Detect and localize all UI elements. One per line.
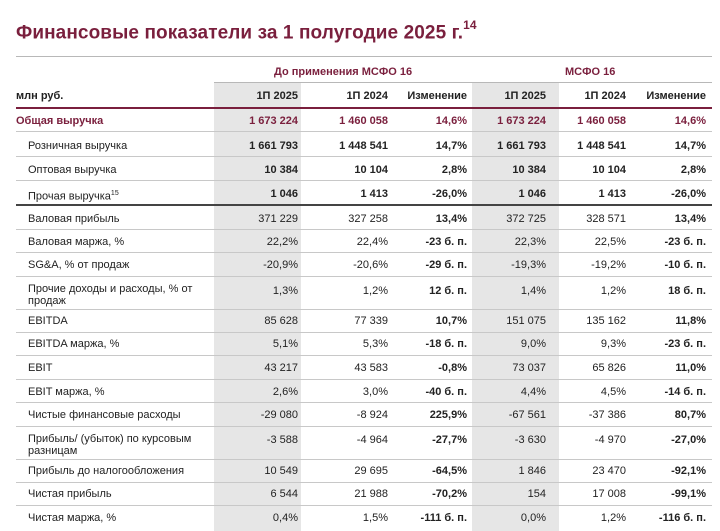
cell: -4 964 bbox=[356, 434, 388, 446]
row-label: Прибыль/ (убыток) по курсовым разницам bbox=[28, 433, 192, 457]
cell: 14,6% bbox=[674, 115, 706, 127]
cell: 371 229 bbox=[258, 213, 298, 225]
row-label: Чистые финансовые расходы bbox=[28, 409, 181, 421]
col-header: Изменение bbox=[646, 90, 706, 102]
cell: -19,3% bbox=[511, 259, 546, 271]
cell: -4 970 bbox=[594, 434, 626, 446]
row-divider bbox=[16, 459, 712, 460]
cell: 1 460 058 bbox=[339, 115, 388, 127]
cell: 372 725 bbox=[506, 213, 546, 225]
cell: 10,7% bbox=[435, 315, 467, 327]
cell: -23 б. п. bbox=[664, 338, 706, 350]
row-label: Чистая прибыль bbox=[28, 488, 112, 500]
cell: 1,5% bbox=[362, 512, 388, 524]
row-divider bbox=[16, 229, 712, 230]
cell: 154 bbox=[527, 488, 546, 500]
cell: -0,8% bbox=[438, 362, 467, 374]
cell: 1 413 bbox=[360, 188, 388, 200]
row-label: Прибыль до налогообложения bbox=[28, 465, 185, 477]
page-title: Финансовые показатели за 1 полугодие 2025 г.$^{14}$ bbox=[16, 18, 477, 44]
row-divider bbox=[16, 180, 712, 181]
cell: 1 661 793 bbox=[249, 140, 298, 152]
cell: 2,6% bbox=[272, 386, 298, 398]
cell: 5,1% bbox=[272, 338, 298, 350]
cell: -99,1% bbox=[671, 488, 706, 500]
cell: 9,3% bbox=[600, 338, 626, 350]
cell: 1 046 bbox=[270, 188, 298, 200]
row-divider bbox=[16, 156, 712, 157]
row-label: EBITDA маржа, % bbox=[28, 338, 120, 350]
row-label: Оптовая выручка bbox=[28, 164, 117, 176]
row-label: Общая выручка bbox=[16, 115, 104, 127]
row-footnote: 15 bbox=[110, 190, 119, 197]
cell: 0,4% bbox=[272, 512, 298, 524]
col-header: 1П 2025 bbox=[504, 90, 546, 102]
col-header: Изменение bbox=[407, 90, 467, 102]
cell: 77 339 bbox=[354, 315, 388, 327]
cell: 1 661 793 bbox=[497, 140, 546, 152]
cell: 1 460 058 bbox=[577, 115, 626, 127]
cell: -26,0% bbox=[432, 188, 467, 200]
row-divider bbox=[16, 379, 712, 380]
cell: 10 104 bbox=[354, 164, 388, 176]
cell: 22,4% bbox=[356, 236, 388, 248]
cell: 1,2% bbox=[600, 512, 626, 524]
cell: -27,0% bbox=[671, 434, 706, 446]
cell: 12 б. п. bbox=[429, 285, 467, 297]
unit-label: млн руб. bbox=[16, 90, 64, 102]
cell: -20,9% bbox=[263, 259, 298, 271]
cell: 0,0% bbox=[520, 512, 546, 524]
col-header: 1П 2025 bbox=[256, 90, 298, 102]
row-divider bbox=[16, 332, 712, 333]
cell: -20,6% bbox=[353, 259, 388, 271]
cell: 10 384 bbox=[264, 164, 298, 176]
cell: 13,4% bbox=[674, 213, 706, 225]
cell: 1 448 541 bbox=[577, 140, 626, 152]
cell: -23 б. п. bbox=[664, 236, 706, 248]
col-header: 1П 2024 bbox=[584, 90, 626, 102]
section-divider bbox=[16, 204, 712, 206]
title-divider bbox=[16, 56, 712, 57]
row-label: EBIT маржа, % bbox=[28, 386, 105, 398]
cell: 29 695 bbox=[354, 465, 388, 477]
cell: 1,2% bbox=[600, 285, 626, 297]
cell: -18 б. п. bbox=[425, 338, 467, 350]
cell: -19,2% bbox=[591, 259, 626, 271]
cell: -23 б. п. bbox=[425, 236, 467, 248]
cell: 1,2% bbox=[362, 285, 388, 297]
cell: 21 988 bbox=[354, 488, 388, 500]
cell: 3,0% bbox=[362, 386, 388, 398]
cell: 10 549 bbox=[264, 465, 298, 477]
cell: 43 217 bbox=[264, 362, 298, 374]
cell: 5,3% bbox=[362, 338, 388, 350]
row-label: Розничная выручка bbox=[28, 140, 128, 152]
row-label: Чистая маржа, % bbox=[28, 512, 117, 524]
cell: 2,8% bbox=[680, 164, 706, 176]
cell: 1,3% bbox=[272, 285, 298, 297]
cell: 11,0% bbox=[675, 362, 706, 374]
cell: 10 384 bbox=[512, 164, 546, 176]
cell: 135 162 bbox=[586, 315, 626, 327]
row-label: Валовая маржа, % bbox=[28, 236, 125, 248]
cell: 9,0% bbox=[520, 338, 546, 350]
cell: 22,5% bbox=[594, 236, 626, 248]
cell: -29 б. п. bbox=[425, 259, 467, 271]
cell: 14,7% bbox=[674, 140, 706, 152]
cell: 22,2% bbox=[266, 236, 298, 248]
cell: 328 571 bbox=[586, 213, 626, 225]
cell: 1 046 bbox=[518, 188, 546, 200]
cell: 17 008 bbox=[592, 488, 626, 500]
row-divider bbox=[16, 505, 712, 506]
cell: 1 448 541 bbox=[339, 140, 388, 152]
cell: -27,7% bbox=[432, 434, 467, 446]
cell: 151 075 bbox=[506, 315, 546, 327]
row-label: Валовая прибыль bbox=[28, 213, 120, 225]
cell: 23 470 bbox=[592, 465, 626, 477]
cell: -3 588 bbox=[266, 434, 298, 446]
row-label: Прочие доходы и расходы, % от продаж bbox=[28, 283, 193, 307]
cell: -40 б. п. bbox=[425, 386, 467, 398]
row-label: Прочая выручка$^{15}$ bbox=[28, 190, 119, 203]
cell: -67 561 bbox=[508, 409, 546, 421]
row-divider bbox=[16, 252, 712, 253]
row-label: EBIT bbox=[28, 362, 53, 374]
cell: -8 924 bbox=[356, 409, 388, 421]
cell: 43 583 bbox=[354, 362, 388, 374]
row-divider bbox=[16, 482, 712, 483]
row-divider bbox=[16, 276, 712, 277]
row-divider bbox=[16, 131, 712, 132]
cell: -14 б. п. bbox=[664, 386, 706, 398]
cell: 4,4% bbox=[520, 386, 546, 398]
cell: 10 104 bbox=[592, 164, 626, 176]
group-header-pre-ifrs16: До применения МСФО 16 bbox=[274, 66, 413, 78]
cell: 1 846 bbox=[518, 465, 546, 477]
col-header: 1П 2024 bbox=[346, 90, 388, 102]
cell: 4,5% bbox=[600, 386, 626, 398]
row-divider bbox=[16, 402, 712, 403]
cell: 1 673 224 bbox=[497, 115, 546, 127]
cell: 11,8% bbox=[675, 315, 706, 327]
cell: -37 386 bbox=[588, 409, 626, 421]
cell: 85 628 bbox=[264, 315, 298, 327]
header-divider bbox=[16, 107, 712, 109]
cell: -70,2% bbox=[432, 488, 467, 500]
cell: 6 544 bbox=[270, 488, 298, 500]
cell: -92,1% bbox=[671, 465, 706, 477]
cell: 225,9% bbox=[429, 409, 467, 421]
cell: 1 413 bbox=[598, 188, 626, 200]
cell: 80,7% bbox=[674, 409, 706, 421]
row-divider bbox=[16, 426, 712, 427]
cell: 1,4% bbox=[520, 285, 546, 297]
cell: 327 258 bbox=[348, 213, 388, 225]
cell: -10 б. п. bbox=[664, 259, 706, 271]
cell: -26,0% bbox=[671, 188, 706, 200]
cell: 73 037 bbox=[512, 362, 546, 374]
cell: -29 080 bbox=[260, 409, 298, 421]
cell: -111 б. п. bbox=[420, 512, 467, 524]
cell: 22,3% bbox=[514, 236, 546, 248]
cell: 14,6% bbox=[435, 115, 467, 127]
cell: -3 630 bbox=[514, 434, 546, 446]
cell: 13,4% bbox=[435, 213, 467, 225]
cell: -116 б. п. bbox=[658, 512, 706, 524]
cell: -64,5% bbox=[432, 465, 467, 477]
row-label: EBITDA bbox=[28, 315, 68, 327]
row-label: SG&A, % от продаж bbox=[28, 259, 130, 271]
row-divider bbox=[16, 309, 712, 310]
cell: 1 673 224 bbox=[249, 115, 298, 127]
cell: 65 826 bbox=[592, 362, 626, 374]
group-header-ifrs16: МСФО 16 bbox=[565, 66, 616, 78]
cell: 18 б. п. bbox=[668, 285, 706, 297]
cell: 2,8% bbox=[441, 164, 467, 176]
cell: 14,7% bbox=[435, 140, 467, 152]
row-divider bbox=[16, 355, 712, 356]
title-footnote: 14 bbox=[463, 18, 477, 32]
